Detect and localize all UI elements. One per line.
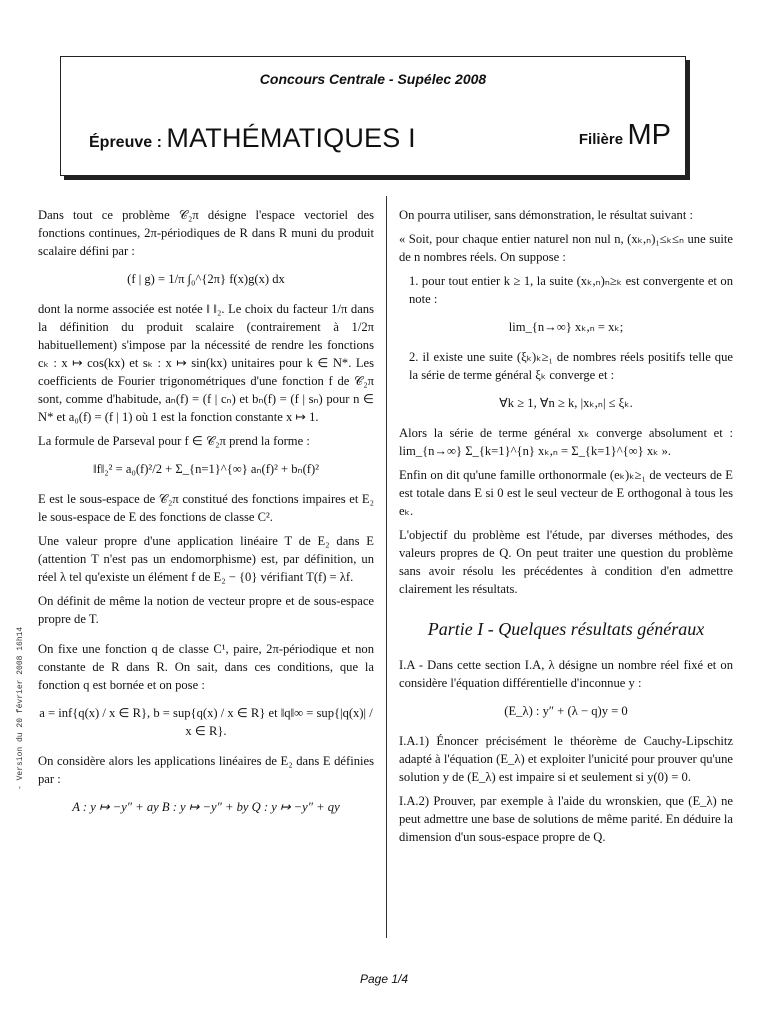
column-divider [386,196,387,938]
version-stamp: - Version du 20 février 2008 16h14 [16,626,25,790]
question-ia1: I.A.1) Énoncer précisément le théorème de Cauchy-Lipschitz adapté à l'équation (E_λ) et exploiter l'unicité pour prouver qu'une solution y de (E_λ) est impaire si et seulement si y(0) = 0. [399,734,733,784]
right-column [399,206,733,852]
paragraph: On définit de même la notion de vecteur propre et de sous-espace propre de T. [38,594,374,626]
epreuve-value: MATHÉMATIQUES I [166,123,416,153]
paragraph: On fixe une fonction q de classe C¹, paire, 2π-périodique et non constante de R dans R. On sait, dans ces conditions, que la fonction q est bornée et on pose : [38,642,374,692]
equation-differential: (E_λ) : y″ + (λ − q)y = 0 [504,704,628,718]
paragraph: On pourra utiliser, sans démonstration, le résultat suivant : [399,208,693,222]
contest-title: Concours Centrale - Supélec 2008 [259,71,487,87]
paragraph: Enfin on dit qu'une famille orthonormale (eₖ)ₖ≥₁ de vecteurs de E est totale dans E si 0 est le seul vecteur de E orthogonal à tous les eₖ. [399,468,733,518]
paragraph: Dans tout ce problème 𝒞₂π désigne l'espace vectoriel des fonctions continues, 2π-périodiques de R dans R muni du produit scalaire défini par : [38,208,374,258]
paragraph: La formule de Parseval pour f ∈ 𝒞₂π prend la forme : [38,434,310,448]
left-column [38,206,374,828]
header-frame [60,56,686,176]
equation-domination: ∀k ≥ 1, ∀n ≥ k, |xₖ,ₙ| ≤ ξₖ. [499,396,633,410]
paragraph: « Soit, pour chaque entier naturel non nul n, (xₖ,ₙ)₁≤ₖ≤ₙ une suite de n nombres réels. On suppose : [399,232,733,264]
paragraph: E est le sous-espace de 𝒞₂π constitué des fonctions impaires et E₂ le sous-espace de E des fonctions de classe C². [38,492,374,524]
paragraph: I.A - Dans cette section I.A, λ désigne un nombre réel fixé et on considère l'équation différentielle d'inconnue y : [399,658,733,690]
equation-parseval: ‖f‖₂² = a₀(f)²/2 + Σ_{n=1}^{∞} aₙ(f)² + bₙ(f)² [93,462,319,476]
filiere-label: Filière [578,131,624,148]
equation-operators: A : y ↦ −y″ + ay B : y ↦ −y″ + by Q : y ↦ −y″ + qy [72,800,340,814]
filiere-line [579,119,671,152]
page-number: Page 1/4 [359,972,409,986]
list-item: 2. il existe une suite (ξₖ)ₖ≥₁ de nombres réels positifs telle que la série de terme général ξₖ converge et : [409,350,733,382]
paragraph: L'objectif du problème est l'étude, par diverses méthodes, des valeurs propres de Q. On peut traiter une question du problème sans avoir résolu les précédentes à condition d'en admettre clairement les résultats. [399,528,733,596]
filiere-value: MP [627,119,671,151]
epreuve-line [89,123,416,154]
equation-inner-product: (f | g) = 1/π ∫₀^{2π} f(x)g(x) dx [127,272,285,286]
equation-limit: lim_{n→∞} xₖ,ₙ = xₖ; [508,320,624,334]
paragraph: On considère alors les applications linéaires de E₂ dans E définies par : [38,754,374,786]
list-item: 1. pour tout entier k ≥ 1, la suite (xₖ,ₙ)ₙ≥ₖ est convergente et on note : [409,274,733,306]
section-title: Partie I - Quelques résultats généraux [427,619,705,639]
epreuve-label: Épreuve : [89,134,162,151]
paragraph: Une valeur propre d'une application linéaire T de E₂ dans E (attention T n'est pas un endomorphisme) est, par définition, un réel λ tel qu'existe un élément f de E₂ − {0} vérifiant T(f) = λf. [38,534,374,584]
equation-bounds: a = inf{q(x) / x ∈ R}, b = sup{q(x) / x ∈ R} et ‖q‖∞ = sup{|q(x)| / x ∈ R}. [39,706,373,738]
paragraph: Alors la série de terme général xₖ converge absolument et : lim_{n→∞} Σ_{k=1}^{n} xₖ,ₙ = Σ_{k=1}^{∞} xₖ ». [399,426,733,458]
paragraph: dont la norme associée est notée ‖ ‖₂. Le choix du facteur 1/π dans la définition du produit scalaire (contrairement à 1/2π habituellement) s'impose par la nécessité de rendre les fonctions cₖ : x ↦ cos(kx) et sₖ : x ↦ sin(kx) unitaires pour k ∈ N*. Les coefficients de Fourier trigonométriques d'une fonction f de 𝒞₂π sont, comme d'habitude, aₙ(f) = (f | cₙ) et bₙ(f) = (f | sₙ) pour n ∈ N* et a₀(f) = (f | 1) où 1 est la fonction constante x ↦ 1. [38,302,374,424]
question-ia2: I.A.2) Prouver, par exemple à l'aide du wronskien, que (E_λ) ne peut admettre une base de solutions de même parité. En déduire la dimension d'un sous-espace propre de Q. [399,794,733,844]
